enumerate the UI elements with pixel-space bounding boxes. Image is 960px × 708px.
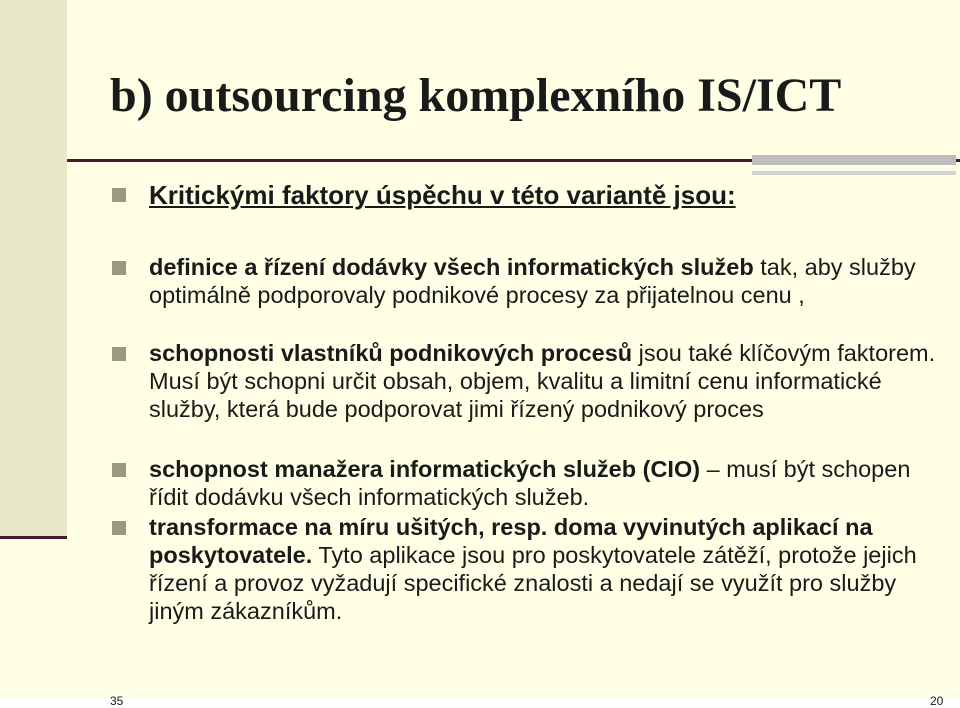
heading-text: Kritickými faktory úspěchu v této variantě jsou <box>149 180 727 210</box>
list-item-bold: definice a řízení dodávky všech informatických služeb <box>149 254 754 280</box>
list-item-text: Tyto aplikace jsou pro poskytovatele zátěží, protože jejich řízení a provoz vyžadují specifické znalosti a nedají se využít pro služby jiným zákazníkům. <box>149 542 917 624</box>
square-bullet-icon <box>112 463 126 477</box>
list-item <box>149 253 939 309</box>
page-number-left: 35 <box>110 694 124 708</box>
square-bullet-icon <box>112 261 126 275</box>
square-bullet-icon <box>112 188 126 202</box>
page-number-right: 20 <box>930 694 944 708</box>
square-bullet-icon <box>112 521 126 535</box>
square-bullet-icon <box>112 347 126 361</box>
decorative-bar <box>752 155 956 165</box>
list-item-text: – musí být schopen řídit dodávku všech informatických služeb. <box>149 456 911 510</box>
section-heading <box>149 179 939 211</box>
slide-title: b) outsourcing komplexního IS/ICT <box>110 69 842 122</box>
list-item-text: tak, aby služby optimálně podporovaly podnikové procesy za přijatelnou cenu , <box>149 254 916 308</box>
decorative-bar-thin <box>752 171 956 175</box>
heading-colon: : <box>726 180 736 210</box>
left-band-underline <box>0 536 67 539</box>
list-item-bold: schopnost manažera informatických služeb (CIO) <box>149 456 701 482</box>
list-item <box>149 455 939 511</box>
list-item-text: jsou také klíčovým faktorem. Musí být schopni určit obsah, objem, kvalitu a limitní cenu informatické služby, která bude podporovat jimi řízený podnikový proces <box>149 340 936 422</box>
list-item-bold: transformace na míru ušitých, resp. doma vyvinutých aplikací na poskytovatele. <box>149 514 873 568</box>
list-item-bold: schopnosti vlastníků podnikových procesů <box>149 340 633 366</box>
list-item <box>149 339 939 423</box>
list-item <box>149 513 939 625</box>
left-decorative-band <box>0 0 67 536</box>
